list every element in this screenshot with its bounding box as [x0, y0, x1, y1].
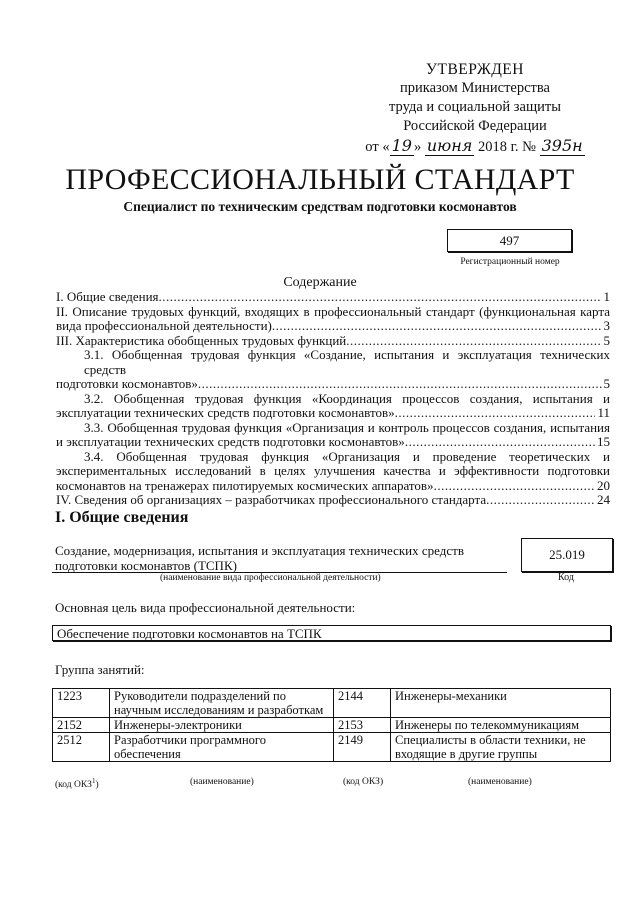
table-of-contents	[56, 290, 610, 508]
activity-caption: (наименование вида профессиональной деятельности)	[160, 573, 381, 583]
code-caption: Код	[558, 572, 574, 583]
approval-line: Российской Федерации	[403, 118, 547, 134]
okz-code: 2149	[334, 733, 391, 762]
approval-number: 395н	[541, 136, 583, 155]
section-heading: I. Общие сведения	[55, 509, 189, 526]
approval-date: от « 19 » июня 2018 г. № 395н	[365, 136, 583, 155]
occupation-name: Инженеры-электроники	[110, 718, 334, 733]
occupation-table	[52, 688, 611, 762]
occupation-name: Инженеры-механики	[391, 689, 611, 718]
okz-code: 1223	[53, 689, 110, 718]
okz-caption: (код ОКЗ)	[343, 777, 384, 787]
occupation-name: Инженеры по телекоммуникациям	[391, 718, 611, 733]
okz-code: 2144	[334, 689, 391, 718]
approval-day: 19	[391, 136, 412, 155]
okz-code: 2152	[53, 718, 110, 733]
name-caption: (наименование)	[468, 777, 532, 787]
registration-label: Регистрационный номер	[460, 257, 560, 267]
registration-number-box: 497	[447, 229, 572, 252]
toc-item-line: 3.4. Обобщенная трудовая функция «Организация и проведение теоретических и	[84, 448, 610, 464]
toc-item[interactable]: III. Характеристика обобщенных трудовых функций ..... 5	[56, 334, 610, 349]
toc-item-line: 3.1. Обобщенная трудовая функция «Создание, испытания и эксплуатация технических средств	[84, 347, 610, 377]
toc-item[interactable]: IV. Сведения об организациях – разработчиках профессионального стандарта ..... 24	[56, 493, 610, 508]
document-title: ПРОФЕССИОНАЛЬНЫЙ СТАНДАРТ	[65, 163, 575, 196]
toc-item[interactable]: космонавтов на тренажерах пилотируемых космических аппаратов» ..... 20	[56, 479, 610, 494]
table-row	[53, 689, 611, 718]
group-label: Группа занятий:	[55, 662, 145, 677]
occupation-name: Руководители подразделений по научным исследованиям и разработкам	[110, 689, 334, 718]
toc-item-line: 3.3. Обобщенная трудовая функция «Организация и контроль процессов создания, испытания	[84, 419, 610, 435]
toc-item[interactable]: эксплуатации технических средств подготовки космонавтов» ..... 11	[56, 406, 610, 421]
approval-line: приказом Министерства	[400, 80, 550, 96]
occupation-name: Разработчики программного обеспечения	[110, 733, 334, 762]
activity-code-box: 25.019	[521, 538, 613, 572]
occupation-name: Специалисты в области техники, не входящие в другие группы	[391, 733, 611, 762]
okz-code: 2153	[334, 718, 391, 733]
toc-item[interactable]: и эксплуатации технических средств подготовки космонавтов» ..... 15	[56, 435, 610, 450]
goal-box: Обеспечение подготовки космонавтов на ТСПК	[52, 625, 611, 641]
document-subtitle: Специалист по техническим средствам подготовки космонавтов	[123, 199, 517, 214]
toc-item[interactable]: подготовки космонавтов» ..... 5	[56, 377, 610, 392]
toc-item[interactable]: I. Общие сведения ..... 1	[56, 290, 610, 305]
goal-label: Основная цель вида профессиональной деятельности:	[55, 600, 356, 615]
approval-block	[330, 60, 620, 157]
toc-item-line: II. Описание трудовых функций, входящих в профессиональный стандарт (функциональная карта	[56, 303, 610, 319]
toc-title: Содержание	[283, 275, 357, 290]
name-caption: (наименование)	[190, 777, 254, 787]
toc-item-line: экспериментальных исследований в целях улучшения качества и эффективности подготовки	[56, 463, 610, 478]
toc-item[interactable]: вида профессиональной деятельности) ..... 3	[56, 319, 610, 334]
table-row	[53, 733, 611, 762]
approval-month: июня	[426, 136, 473, 155]
table-row	[53, 718, 611, 733]
toc-item-line: 3.2. Обобщенная трудовая функция «Координация процессов создания, испытания и	[84, 390, 610, 406]
approval-line: труда и социальной защиты	[389, 99, 561, 115]
okz-caption: (код ОКЗ$^1$)	[55, 777, 99, 791]
approval-heading: УТВЕРЖДЕН	[426, 61, 524, 78]
okz-code: 2512	[53, 733, 110, 762]
activity-name: Создание, модернизация, испытания и эксплуатация технических средств подготовки космонавтов (ТСПК)	[55, 543, 464, 573]
